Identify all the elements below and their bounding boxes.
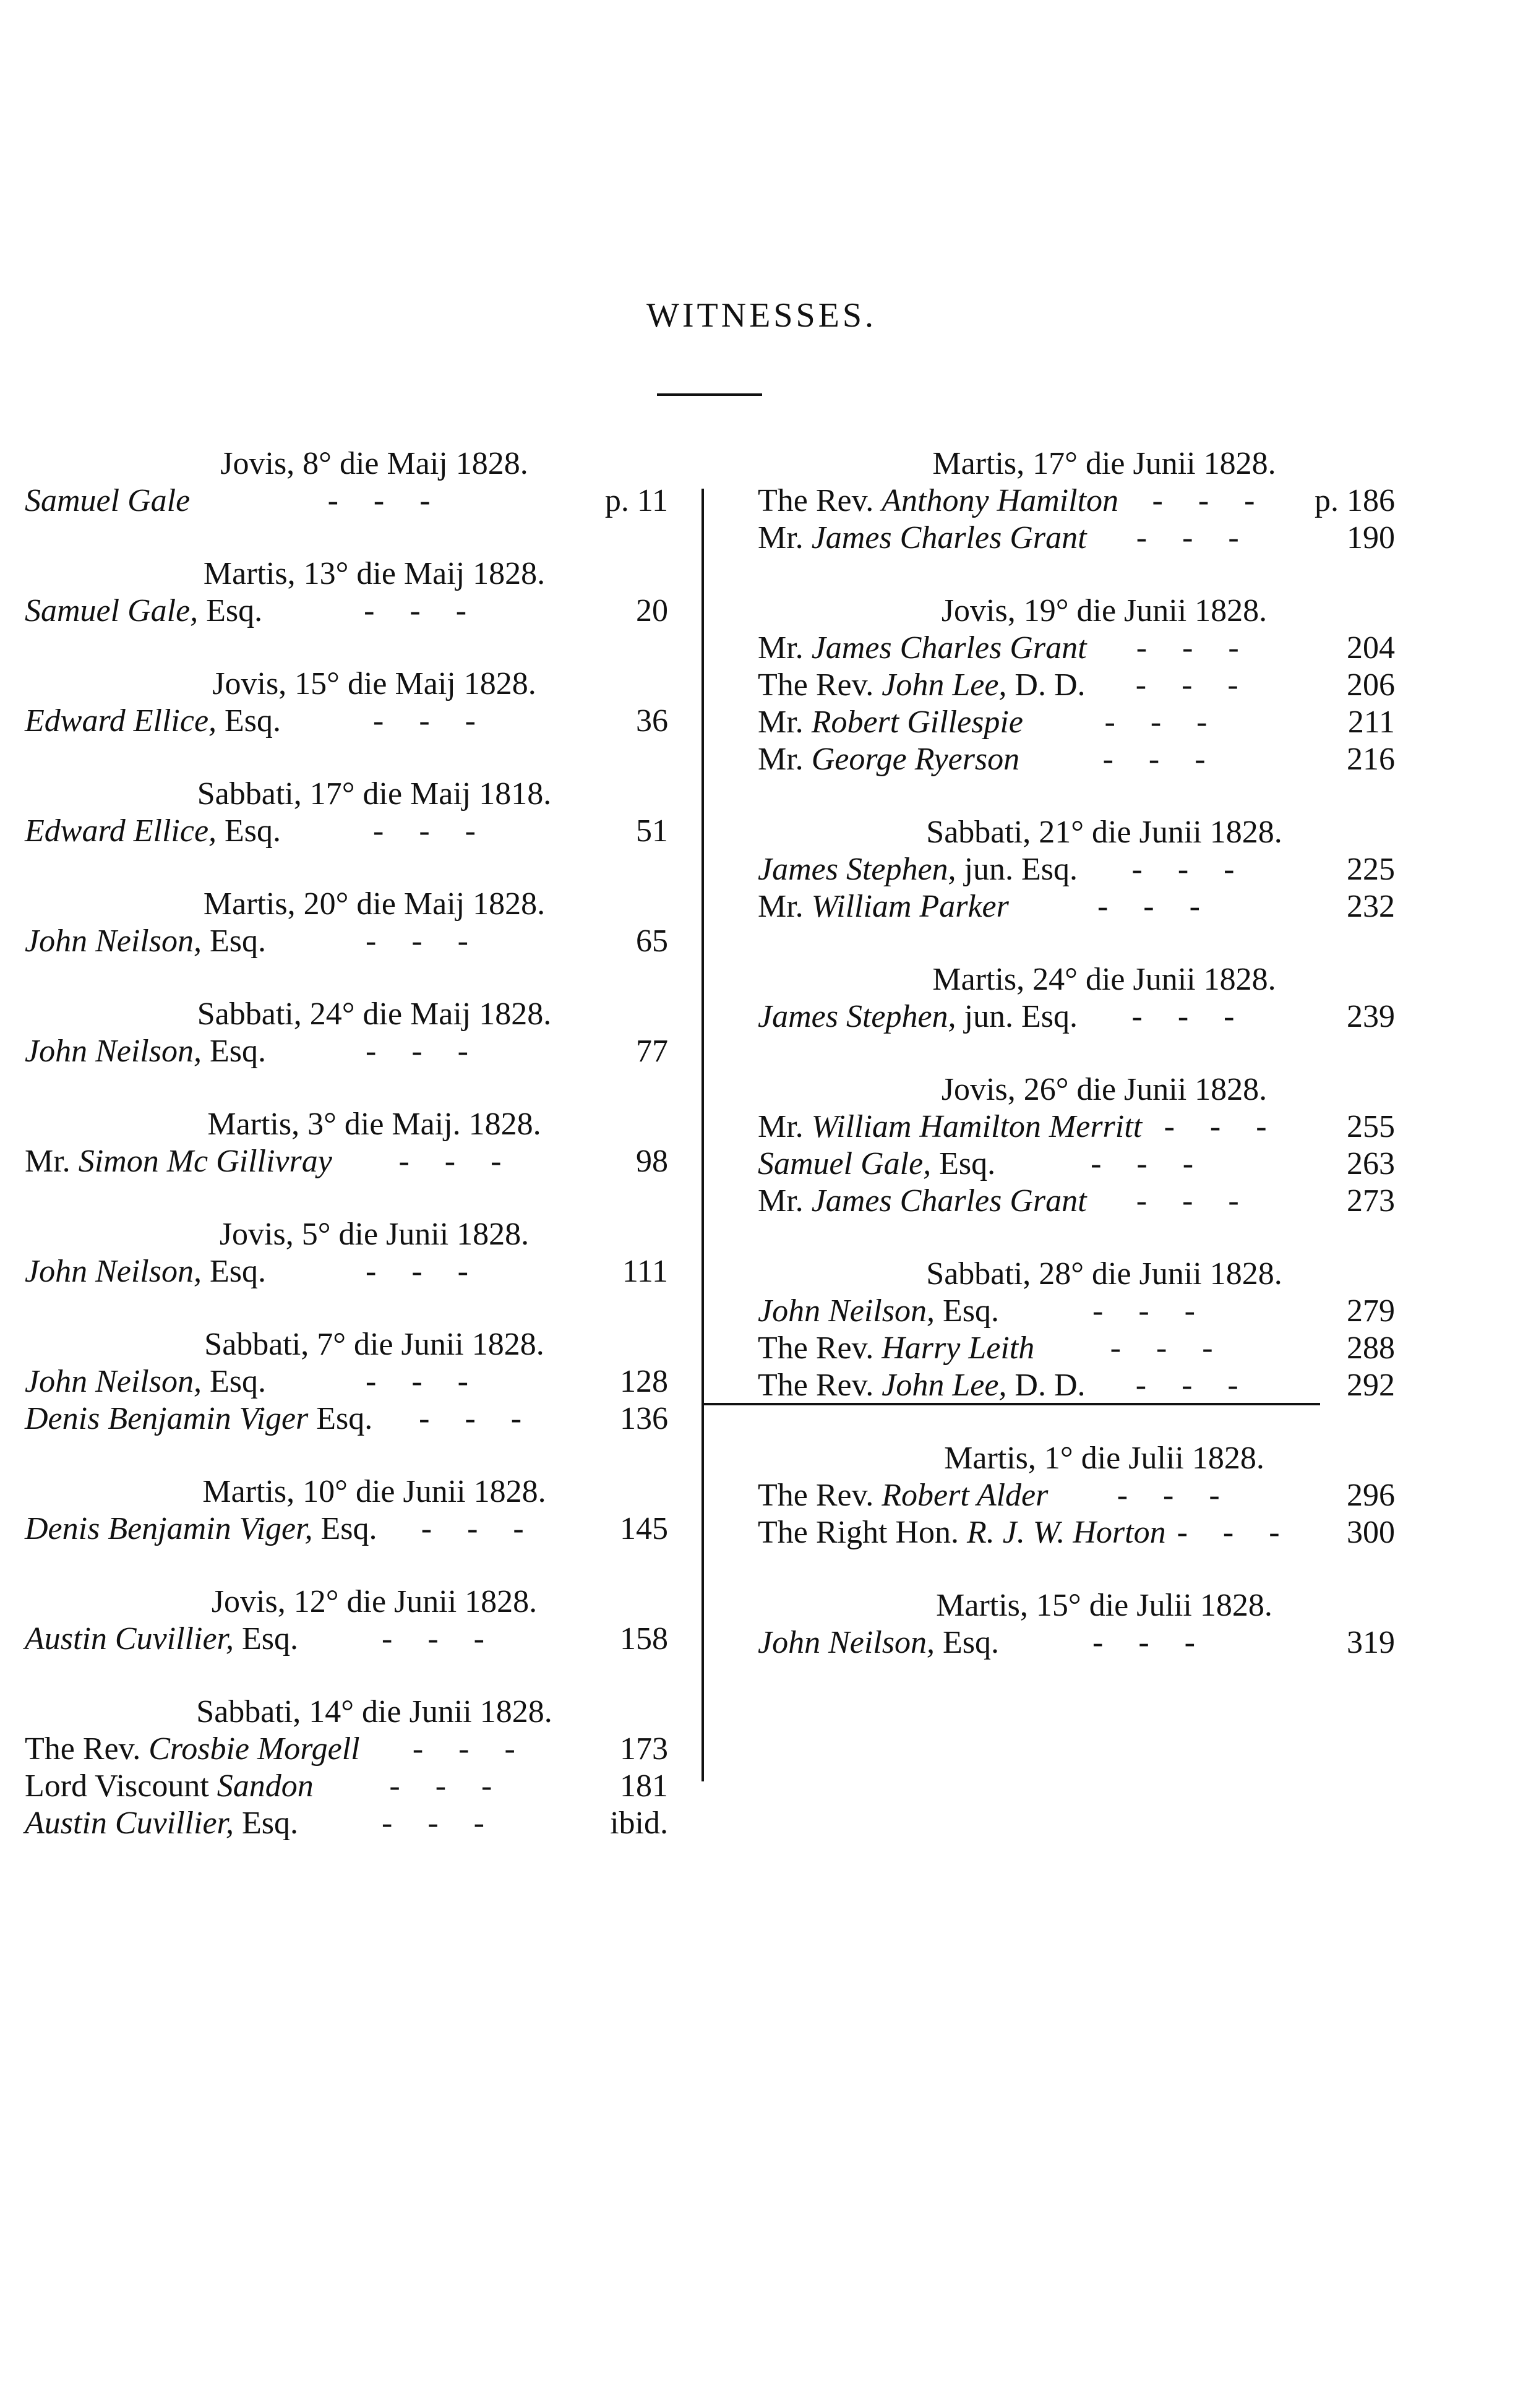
witness: [25, 1510, 377, 1548]
witness-suffix: Esq.: [234, 1806, 298, 1841]
sitting-date: Jovis, 26° die Junii 1828.: [941, 1072, 1268, 1107]
witness-suffix: Esq.: [234, 1621, 298, 1656]
witness-suffix: Esq.: [934, 1293, 999, 1329]
leader-dashes: - - -: [364, 593, 481, 628]
witness: [25, 1621, 298, 1658]
sitting-day: [25, 996, 668, 1070]
witness-row: [25, 482, 668, 520]
witness: [758, 1367, 1086, 1404]
page-number: p. 11: [604, 483, 668, 518]
sitting-date: Jovis, 19° die Junii 1828.: [941, 593, 1268, 628]
witness: [25, 593, 262, 630]
page-number: 36: [636, 703, 668, 739]
sitting-day: [25, 1694, 668, 1842]
witness: [758, 667, 1086, 704]
witness-title: The Rev.: [758, 667, 882, 703]
column-divider: [701, 489, 704, 1781]
sitting-day: [25, 1326, 668, 1438]
witness-row: [25, 1253, 668, 1290]
witness-row: [758, 998, 1395, 1035]
witness-row: [25, 703, 668, 740]
sitting-date: Jovis, 12° die Junii 1828.: [211, 1584, 538, 1619]
witness: [758, 704, 1023, 741]
sitting-day: [758, 1440, 1395, 1551]
witness-title: Mr.: [758, 742, 812, 777]
sitting-day: [758, 814, 1395, 925]
witness-suffix: Esq.: [934, 1625, 999, 1660]
witness-row: [758, 1183, 1395, 1220]
page-number: 145: [620, 1511, 668, 1546]
witness-row: [758, 1367, 1395, 1404]
page-number: 225: [1347, 852, 1395, 887]
witness-name: Edward Ellice,: [25, 813, 217, 849]
witness-row: [758, 1624, 1395, 1661]
witness-title: The Rev.: [758, 1478, 882, 1513]
leader-dashes: - - -: [1092, 1625, 1209, 1660]
witness-name: John Lee,: [882, 1368, 1007, 1403]
witness: [25, 482, 190, 520]
page-number: 232: [1347, 889, 1395, 924]
sitting-day: [25, 1216, 668, 1290]
witness-name: Denis Benjamin Viger: [25, 1401, 309, 1436]
witness: [758, 630, 1087, 667]
witness-name: Samuel Gale,: [25, 593, 199, 628]
witness-title: Mr.: [758, 520, 812, 555]
witness-title: Lord Viscount: [25, 1768, 217, 1804]
witness-name: Simon Mc Gillivray: [78, 1144, 332, 1179]
witness: [25, 923, 266, 960]
witness-row: [758, 1146, 1395, 1183]
witness-row: [25, 1033, 668, 1070]
witness-row: [758, 888, 1395, 925]
sitting-date: Jovis, 5° die Junii 1828.: [219, 1217, 530, 1252]
leader-dashes: - - -: [366, 1364, 482, 1399]
witness-suffix: Esq.: [201, 1254, 266, 1289]
witness: [758, 1477, 1048, 1514]
page-number: 273: [1347, 1183, 1395, 1219]
leader-dashes: - - -: [412, 1731, 529, 1767]
witness-name: R. J. W. Horton: [966, 1515, 1166, 1550]
witness-name: Harry Leith: [882, 1330, 1035, 1366]
witness-name: Denis Benjamin Viger,: [25, 1511, 313, 1546]
sitting-day: [25, 666, 668, 740]
witness: [758, 1624, 999, 1661]
witness-name: John Neilson,: [758, 1293, 935, 1329]
leader-dashes: - - -: [1131, 852, 1248, 887]
witness-suffix: Esq.: [312, 1511, 377, 1546]
witness-row: [25, 813, 668, 850]
sitting-day: [25, 1106, 668, 1180]
leader-dashes: - - -: [1135, 1368, 1252, 1403]
sitting-date: Martis, 15° die Julii 1828.: [936, 1588, 1272, 1623]
witness-title: Mr.: [25, 1144, 79, 1179]
witness-row: [758, 1330, 1395, 1367]
witness-name: Sandon: [217, 1768, 314, 1804]
witness-suffix: Esq.: [217, 813, 281, 849]
leader-dashes: - - -: [1104, 705, 1221, 740]
sitting-date: Sabbati, 24° die Maij 1828.: [197, 996, 552, 1032]
sitting-day: [25, 776, 668, 850]
page-number: 20: [636, 593, 668, 628]
witness: [758, 1108, 1142, 1146]
witness: [758, 998, 1078, 1035]
witness-suffix: jun. Esq.: [956, 852, 1078, 887]
leader-dashes: - - -: [389, 1768, 506, 1804]
witness-name: Robert Alder: [882, 1478, 1049, 1513]
witness-title: Mr.: [758, 1109, 812, 1144]
witness-suffix: Esq.: [201, 923, 266, 959]
witness-row: [758, 1477, 1395, 1514]
witness: [25, 1805, 298, 1842]
witness-row: [758, 1514, 1395, 1551]
sitting-date: Sabbati, 7° die Junii 1828.: [204, 1327, 544, 1362]
witness-title: The Rev.: [758, 483, 882, 518]
witness-suffix: D. D.: [1006, 667, 1086, 703]
leader-dashes: - - -: [366, 923, 482, 959]
witness: [25, 1400, 372, 1438]
page-number: 65: [636, 923, 668, 959]
witness-row: [758, 851, 1395, 888]
witness-title: The Rev.: [758, 1368, 882, 1403]
witness-name: Anthony Hamilton: [882, 483, 1118, 518]
witness: [25, 813, 281, 850]
sitting-day: [758, 961, 1395, 1035]
page-number: 288: [1347, 1330, 1395, 1366]
witness-name: Crosbie Morgell: [148, 1731, 360, 1767]
witness-title: Mr.: [758, 1183, 812, 1219]
witness: [25, 1143, 332, 1180]
sitting-date: Martis, 1° die Julii 1828.: [944, 1441, 1264, 1476]
witness-name: James Stephen,: [758, 999, 956, 1034]
leader-dashes: - - -: [1091, 1146, 1208, 1181]
witness: [25, 1768, 314, 1805]
leader-dashes: - - -: [382, 1806, 498, 1841]
leader-dashes: - - -: [421, 1511, 538, 1546]
sitting-day: [25, 886, 668, 960]
leader-dashes: - - -: [1131, 999, 1248, 1034]
witness: [758, 1293, 999, 1330]
witness-row: [758, 482, 1395, 520]
page-number: 77: [636, 1034, 668, 1069]
sitting-date: Martis, 20° die Maij 1828.: [203, 886, 546, 922]
page-number: 206: [1347, 667, 1395, 703]
witness-name: Edward Ellice,: [25, 703, 217, 739]
witness-row: [758, 741, 1395, 778]
page-number: ibid.: [610, 1806, 668, 1841]
left-column: [25, 445, 668, 1878]
witness: [25, 703, 281, 740]
leader-dashes: - - -: [373, 703, 489, 739]
witness-suffix: Esq.: [217, 703, 281, 739]
sitting-day: [25, 555, 668, 630]
witness-suffix: Esq.: [201, 1034, 266, 1069]
sitting-day: [758, 1256, 1395, 1404]
witness-title: Mr.: [758, 889, 812, 924]
page-number: 263: [1347, 1146, 1395, 1181]
witness-row: [25, 1621, 668, 1658]
witness-row: [758, 704, 1395, 741]
leader-dashes: - - -: [373, 813, 489, 849]
witness-name: Robert Gillespie: [811, 705, 1023, 740]
page-number: 51: [636, 813, 668, 849]
sitting-day: [758, 445, 1395, 557]
leader-dashes: - - -: [1136, 520, 1253, 555]
leader-dashes: - - -: [1110, 1330, 1227, 1366]
page-number: 296: [1347, 1478, 1395, 1513]
leader-dashes: - - -: [1152, 483, 1269, 518]
witness-name: James Charles Grant: [811, 630, 1087, 666]
witness-row: [25, 1363, 668, 1400]
page-number: 173: [620, 1731, 668, 1767]
title-rule: [657, 393, 762, 396]
page-number: 98: [636, 1144, 668, 1179]
page-number: 204: [1347, 630, 1395, 666]
sitting-date: Sabbati, 14° die Junii 1828.: [196, 1694, 552, 1729]
leader-dashes: - - -: [1097, 889, 1214, 924]
witness-suffix: D. D.: [1006, 1368, 1086, 1403]
leader-dashes: - - -: [1136, 630, 1253, 666]
witness-name: John Neilson,: [758, 1625, 935, 1660]
witness-row: [25, 1805, 668, 1842]
witness-suffix: jun. Esq.: [956, 999, 1078, 1034]
witness-row: [758, 667, 1395, 704]
witness-name: John Lee,: [882, 667, 1007, 703]
page-number: p. 186: [1315, 483, 1395, 518]
witness-suffix: Esq.: [308, 1401, 373, 1436]
page-number: 279: [1347, 1293, 1395, 1329]
witness: [758, 1514, 1166, 1551]
sitting-day: [25, 1473, 668, 1548]
witness: [25, 1363, 266, 1400]
sitting-day: [25, 445, 668, 520]
witness-name: John Neilson,: [25, 923, 202, 959]
witness-title: Mr.: [758, 630, 812, 666]
sitting-day: [758, 1587, 1395, 1661]
witness-name: John Neilson,: [25, 1034, 202, 1069]
witness: [25, 1033, 266, 1070]
page-number: 128: [620, 1364, 668, 1399]
witness-row: [758, 1108, 1395, 1146]
leader-dashes: - - -: [327, 483, 444, 518]
page-number: 111: [622, 1254, 668, 1289]
witness-suffix: Esq.: [198, 593, 263, 628]
witness-name: James Charles Grant: [811, 1183, 1087, 1219]
witness-row: [25, 923, 668, 960]
witness: [758, 1146, 995, 1183]
witness-row: [25, 1400, 668, 1438]
leader-dashes: - - -: [366, 1034, 482, 1069]
right-column: [758, 445, 1395, 1697]
witness-row: [25, 593, 668, 630]
witness-name: Samuel Gale,: [758, 1146, 932, 1181]
page-number: 181: [620, 1768, 668, 1804]
witness: [25, 1731, 360, 1768]
leader-dashes: - - -: [1164, 1109, 1281, 1144]
sitting-date: Jovis, 15° die Maij 1828.: [212, 666, 536, 701]
leader-dashes: - - -: [1102, 742, 1219, 777]
leader-dashes: - - -: [382, 1621, 498, 1656]
witness-name: William Hamilton Merritt: [811, 1109, 1143, 1144]
witness-row: [25, 1768, 668, 1805]
witness-name: Austin Cuvillier,: [25, 1806, 234, 1841]
witness-suffix: Esq.: [931, 1146, 996, 1181]
witness-title: The Rev.: [758, 1330, 882, 1366]
witness: [758, 1183, 1087, 1220]
page-number: 216: [1347, 742, 1395, 777]
sitting-day: [25, 1583, 668, 1658]
sitting-date: Jovis, 8° die Maij 1828.: [220, 446, 528, 481]
sitting-date: Sabbati, 28° die Junii 1828.: [926, 1256, 1282, 1292]
witness-name: James Charles Grant: [811, 520, 1087, 555]
witness-row: [758, 630, 1395, 667]
witness-row: [758, 1293, 1395, 1330]
witness-row: [25, 1510, 668, 1548]
page-number: 319: [1347, 1625, 1395, 1660]
sitting-date: Martis, 3° die Maij. 1828.: [207, 1107, 541, 1142]
sitting-date: Martis, 17° die Junii 1828.: [932, 446, 1276, 481]
witness: [758, 851, 1078, 888]
sitting-date: Sabbati, 21° die Junii 1828.: [926, 815, 1282, 850]
leader-dashes: - - -: [398, 1144, 515, 1179]
witness-row: [25, 1731, 668, 1768]
witness-suffix: Esq.: [201, 1364, 266, 1399]
leader-dashes: - - -: [1177, 1515, 1293, 1550]
leader-dashes: - - -: [1092, 1293, 1209, 1329]
page-number: 255: [1347, 1109, 1395, 1144]
witness-name: Samuel Gale: [25, 483, 191, 518]
leader-dashes: - - -: [419, 1401, 536, 1436]
sitting-date: Martis, 13° die Maij 1828.: [203, 556, 546, 591]
witness-title: Mr.: [758, 705, 812, 740]
witness-row: [25, 1143, 668, 1180]
witness: [758, 888, 1009, 925]
witness-name: William Parker: [811, 889, 1009, 924]
page-number: 190: [1347, 520, 1395, 555]
leader-dashes: - - -: [1135, 667, 1252, 703]
witness-name: George Ryerson: [811, 742, 1020, 777]
sitting-day: [758, 593, 1395, 778]
sitting-date: Sabbati, 17° die Maij 1818.: [197, 776, 552, 812]
page-number: 136: [620, 1401, 668, 1436]
witness: [758, 1330, 1034, 1367]
witness-name: Austin Cuvillier,: [25, 1621, 234, 1656]
witness-name: John Neilson,: [25, 1364, 202, 1399]
witness-row: [758, 520, 1395, 557]
witness-name: James Stephen,: [758, 852, 956, 887]
page-number: 211: [1347, 705, 1395, 740]
witness: [758, 741, 1019, 778]
sitting-day: [758, 1071, 1395, 1220]
witness: [758, 520, 1087, 557]
sitting-date: Martis, 24° die Junii 1828.: [932, 962, 1276, 997]
sitting-date: Martis, 10° die Junii 1828.: [202, 1474, 546, 1509]
witness: [758, 482, 1118, 520]
witness-name: John Neilson,: [25, 1254, 202, 1289]
leader-dashes: - - -: [366, 1254, 482, 1289]
page-title: WITNESSES.: [646, 296, 877, 335]
witness: [25, 1253, 266, 1290]
witness-title: The Right Hon.: [758, 1515, 967, 1550]
leader-dashes: - - -: [1136, 1183, 1253, 1219]
page-number: 300: [1347, 1515, 1395, 1550]
page-number: 158: [620, 1621, 668, 1656]
witness-title: The Rev.: [25, 1731, 149, 1767]
page-number: 292: [1347, 1368, 1395, 1403]
leader-dashes: - - -: [1117, 1478, 1233, 1513]
page-number: 239: [1347, 999, 1395, 1034]
